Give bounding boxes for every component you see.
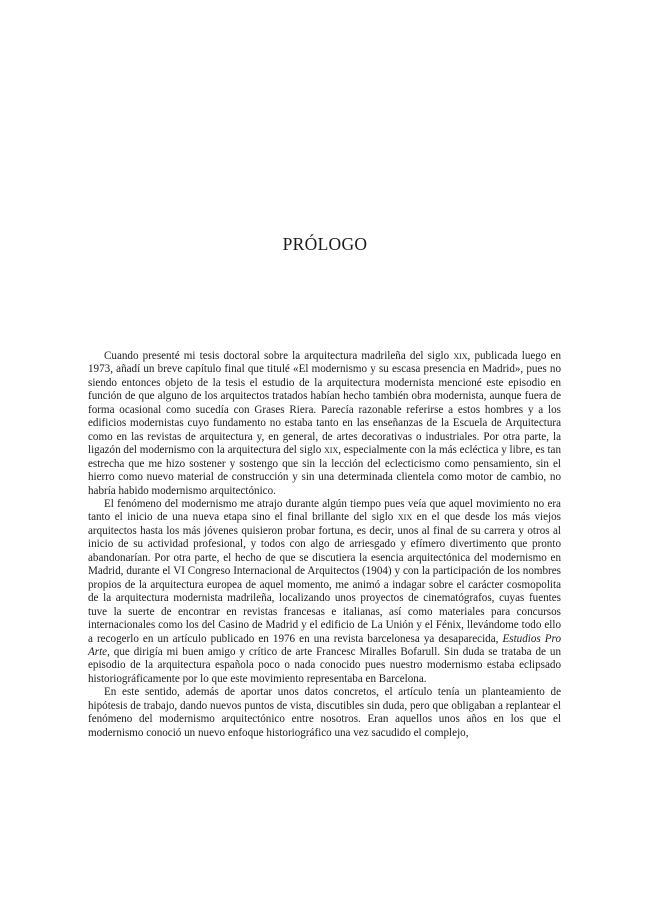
italic-run: Estudios Pro Arte (88, 632, 561, 658)
text-run: , que dirigía mi buen amigo y crítico de arte Francesc Miralles Bofarull. Sin duda se trataba de un episodio de la arquitectura española poco o nada conocido pues nuestro modernismo estaba eclipsado historiográficamente por lo que este movimiento representaba en Barcelona. (88, 645, 561, 685)
small-caps-run: xix (324, 444, 339, 457)
text-run: , especialmente con la más ecléctica y libre, es tan estrecha que me hizo sostener y sostengo que sin la lección del eclecticismo como pensamiento, sin el hierro como nuevo material de construcción y sin una determinada clientela como motor de cambio, no habría habido modernismo arquitectónico. (88, 444, 561, 497)
text-run: Cuando presenté mi tesis doctoral sobre la arquitectura madrileña del siglo (104, 350, 454, 362)
paragraph (88, 686, 561, 740)
small-caps-run: xix (397, 511, 413, 524)
page-title: PRÓLOGO (282, 234, 368, 254)
text-run: , publicada luego en 1973, añadí un breve capítulo final que titulé «El modernismo y su escasa presencia en Madrid», pues no siendo entonces objeto de la tesis el estudio de la arquitectura modernista mencioné este episodio en función de que alguno de los arquitectos tratados habían hecho también obra modernista, aunque fuera de forma ocasional como sucedía con Grases Riera. Parecía razonable referirse a estos hombres y a los edificios modernistas cuyo fundamento no estaba tanto en las enseñanzas de la Escuela de Arquitectura como en las revistas de arquitectura y, en general, de artes decorativas o industriales. Por otra parte, la ligazón del modernismo con la arquitectura del siglo (88, 350, 561, 457)
body-text (88, 350, 561, 740)
paragraph (88, 498, 561, 686)
small-caps-run: xix (453, 350, 468, 362)
paragraph (88, 350, 561, 498)
text-run: El fenómeno del modernismo me atrajo durante algún tiempo pues veía que aquel movimiento no era tanto el inicio de una nueva etapa sino el final brillante del siglo (88, 497, 561, 524)
text-run: En este sentido, además de aportar unos datos concretos, el artículo tenía un planteamiento de hipótesis de trabajo, dando nuevos puntos de vista, discutibles sin duda, pero que obligaban a replantear el fenómeno del modernismo arquitectónico entre nosotros. Eran aquellos unos años en los que el modernismo conoció un nuevo enfoque historiográfico una vez sacudido el complejo, (88, 686, 561, 739)
text-run: en el que desde los más viejos arquitectos hasta los más jóvenes quisieron probar fortuna, es decir, unos al final de su carrera y otros al inicio de su actividad profesional, y todos con algo de arriesgado y efímero divertimento que pronto abandonarían. Por otra parte, el hecho de que se discutiera la esencia arquitectónica del modernismo en Madrid, durante el VI Congreso Internacional de Arquitectos (1904) y con la participación de los nombres propios de la arquitectura europea de aquel momento, me animó a indagar sobre el carácter cosmopolita de la arquitectura modernista madrileña, localizando unos proyectos de cinematógrafos, cuyas fuentes tuve la suerte de encontrar en revistas francesas e italianas, así como materiales para concursos internacionales como los del Casino de Madrid y el edificio de La Unión y el Fénix, llevándome todo ello a recogerlo en un artículo publicado en 1976 en una revista barcelonesa ya desaparecida, (88, 511, 561, 645)
